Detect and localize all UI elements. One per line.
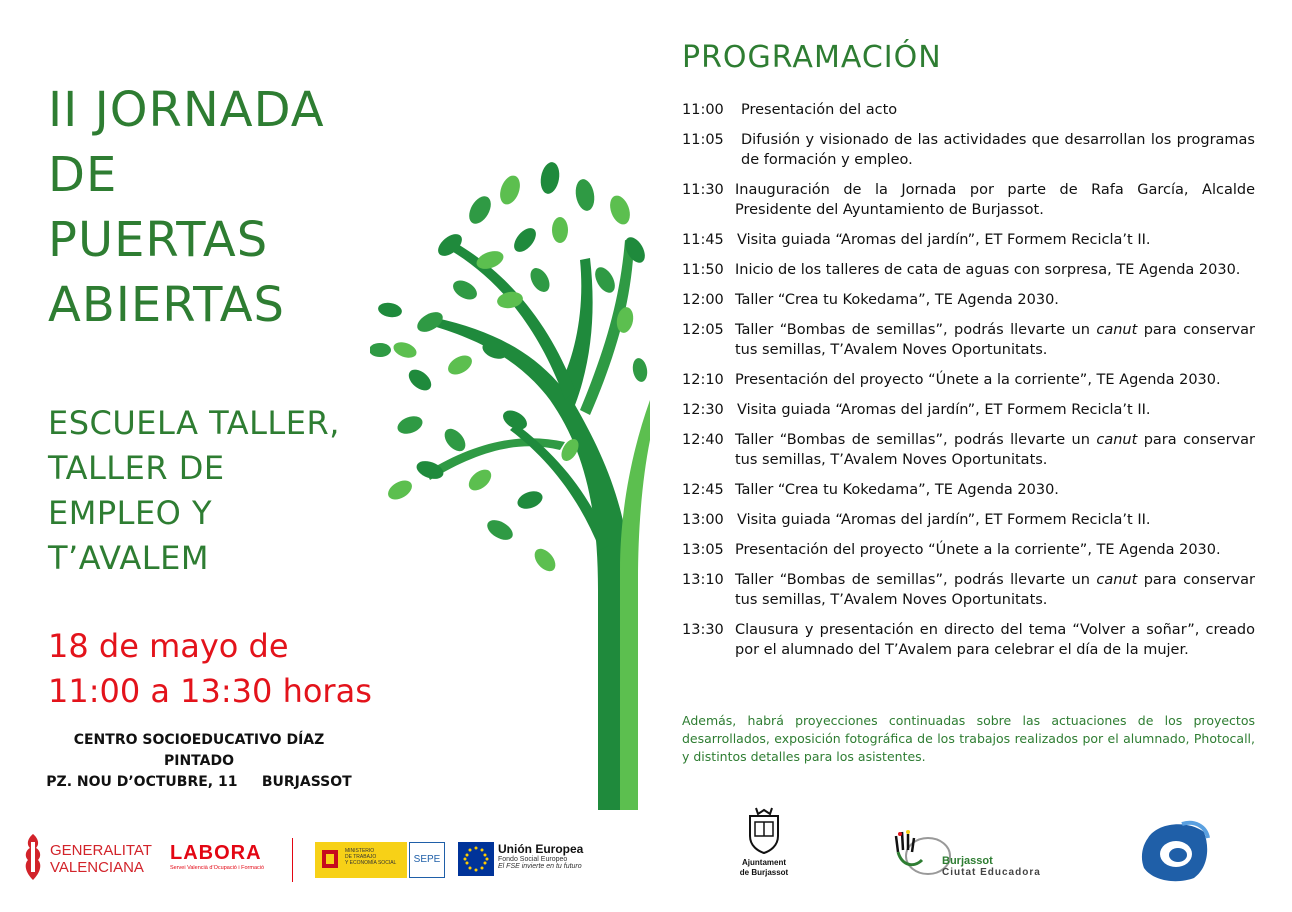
title-line: DE <box>48 147 118 203</box>
blue-swirl-logo-icon <box>1138 818 1212 884</box>
generalitat-line: VALENCIANA <box>50 859 144 876</box>
title-line: ABIERTAS <box>48 277 286 333</box>
tree-illustration <box>370 150 650 815</box>
schedule-time: 12:30 <box>682 402 724 418</box>
text-part: para conservar tus semillas, T’Avalem Noves Oportunitats. <box>735 432 1255 468</box>
schedule-text: Visita guiada “Aromas del jardín”, ET Formem Recicla’t II. <box>737 512 1151 528</box>
schedule-row <box>682 260 1255 280</box>
schedule-row <box>682 510 1255 530</box>
labora-tagline: Servei Valencià d’Ocupació i Formació <box>170 865 265 871</box>
ciutat-line: Ciutat Educadora <box>942 867 1041 878</box>
text-part: para conservar tus semillas, T’Avalem Noves Oportunitats. <box>735 572 1255 608</box>
time-range: 11:00 a 13:30 horas <box>48 672 372 710</box>
schedule-time: 12:10 <box>682 372 724 388</box>
title-line: PUERTAS <box>48 212 269 268</box>
schedule-time: 13:30 <box>682 622 724 638</box>
text-part: Taller “Bombas de semillas”, podrás llevarte un <box>735 572 1097 588</box>
ayuntamiento-line: Ajuntament <box>742 858 786 867</box>
ministerio-line: Y ECONOMÍA SOCIAL <box>345 860 397 866</box>
sepe-label: SEPE <box>409 842 445 878</box>
eu-motto: El FSE invierte en tu futuro <box>498 863 582 870</box>
schedule-time: 13:05 <box>682 542 724 558</box>
tree-branch-light <box>620 400 650 810</box>
schedule-text: Visita guiada “Aromas del jardín”, ET Formem Recicla’t II. <box>737 402 1151 418</box>
schedule-text: Clausura y presentación en directo del tema “Volver a soñar”, creado por el alumnado del T’Avalem para celebrar el día de la mujer. <box>735 622 1255 658</box>
schedule-time: 12:00 <box>682 292 724 308</box>
subtitle-line: TALLER DE <box>48 449 225 487</box>
schedule-text: Taller “Crea tu Kokedama”, TE Agenda 2030. <box>735 482 1059 498</box>
program-note: Además, habrá proyecciones continuadas sobre las actuaciones de los proyectos desarrollados, exposición fotográfica de los trabajos realizados por el alumnado, Photocall, y distintos detalles para los asistentes. <box>682 713 1255 764</box>
schedule-row <box>682 480 1255 500</box>
schedule-row <box>682 400 1255 420</box>
schedule-row <box>682 130 1255 170</box>
schedule-time: 12:05 <box>682 322 724 338</box>
ministerio-line: DE TRABAJO <box>345 854 377 860</box>
schedule-time: 13:00 <box>682 512 724 528</box>
text-part: Taller “Bombas de semillas”, podrás llevarte un <box>735 432 1097 448</box>
logo-divider <box>292 838 293 882</box>
schedule-time: 11:50 <box>682 262 724 278</box>
text-part: Taller “Bombas de semillas”, podrás llevarte un <box>735 322 1097 338</box>
labora-logo <box>170 842 264 871</box>
schedule-time: 11:30 <box>682 182 724 198</box>
event-title <box>48 78 325 338</box>
generalitat-emblem-icon <box>22 832 44 882</box>
subtitle-line: ESCUELA TALLER, <box>48 404 340 442</box>
schedule-time: 12:45 <box>682 482 724 498</box>
spain-shield-icon <box>319 847 341 873</box>
ayuntamiento-line: de Burjassot <box>739 868 789 877</box>
venue-address: PZ. NOU D’OCTUBRE, 11 BURJASSOT <box>46 774 352 790</box>
schedule-row <box>682 570 1255 610</box>
schedule-text <box>735 320 1255 360</box>
generalitat-line: GENERALITAT <box>50 842 152 859</box>
event-venue <box>40 730 358 793</box>
schedule-row <box>682 430 1255 470</box>
schedule-row <box>682 320 1255 360</box>
schedule-row <box>682 100 1255 120</box>
text-italic: canut <box>1096 572 1138 588</box>
text-part: para conservar tus semillas, T’Avalem Noves Oportunitats. <box>735 322 1255 358</box>
venue-name: CENTRO SOCIOEDUCATIVO DÍAZ PINTADO <box>73 732 325 769</box>
schedule-row <box>682 230 1255 250</box>
ciutat-line: Burjassot <box>942 855 993 867</box>
schedule-text: Visita guiada “Aromas del jardín”, ET Formem Recicla’t II. <box>737 232 1151 248</box>
labora-name: LABORA <box>170 842 262 864</box>
ciutat-educadora-logo <box>888 826 1041 882</box>
schedule-time: 11:00 <box>682 102 724 118</box>
schedule-text: Presentación del proyecto “Únete a la corriente”, TE Agenda 2030. <box>735 542 1221 558</box>
schedule-row <box>682 370 1255 390</box>
subtitle-line: EMPLEO Y <box>48 494 213 532</box>
text-italic: canut <box>1096 322 1138 338</box>
text-italic: canut <box>1096 432 1138 448</box>
schedule-text: Taller “Crea tu Kokedama”, TE Agenda 2030. <box>735 292 1059 308</box>
schedule-text: Inicio de los talleres de cata de aguas con sorpresa, TE Agenda 2030. <box>735 262 1241 278</box>
schedule-text <box>735 570 1255 610</box>
subtitle-line: T’AVALEM <box>48 539 209 577</box>
program-title: PROGRAMACIÓN <box>682 40 942 75</box>
eu-name: Unión Europea <box>498 842 584 856</box>
eu-fund: Fondo Social Europeo <box>498 856 568 863</box>
program-schedule <box>682 98 1255 660</box>
ministerio-logo <box>315 842 445 878</box>
ministerio-line: MINISTERIO <box>345 848 375 854</box>
schedule-text: Presentación del proyecto “Únete a la corriente”, TE Agenda 2030. <box>735 372 1221 388</box>
schedule-row <box>682 540 1255 560</box>
schedule-text: Presentación del acto <box>741 102 898 118</box>
schedule-time: 11:05 <box>682 132 724 148</box>
tree-branch <box>450 243 575 400</box>
schedule-time: 13:10 <box>682 572 724 588</box>
ayuntamiento-logo <box>733 806 795 878</box>
event-date <box>48 624 372 714</box>
ayuntamiento-crest-icon <box>744 806 784 854</box>
date-line: 18 de mayo de <box>48 627 289 665</box>
schedule-text: Inauguración de la Jornada por parte de Rafa García, Alcalde Presidente del Ayuntamiento de Burjassot. <box>735 182 1255 218</box>
eu-flag-icon <box>458 842 494 876</box>
schedule-text: Difusión y visionado de las actividades que desarrollan los programas de formación y empleo. <box>741 132 1255 168</box>
schedule-time: 11:45 <box>682 232 724 248</box>
schedule-time: 12:40 <box>682 432 724 448</box>
event-subtitle <box>48 401 340 581</box>
title-line: II JORNADA <box>48 82 325 138</box>
schedule-row <box>682 180 1255 220</box>
schedule-text <box>735 430 1255 470</box>
schedule-row <box>682 620 1255 660</box>
schedule-row <box>682 290 1255 310</box>
